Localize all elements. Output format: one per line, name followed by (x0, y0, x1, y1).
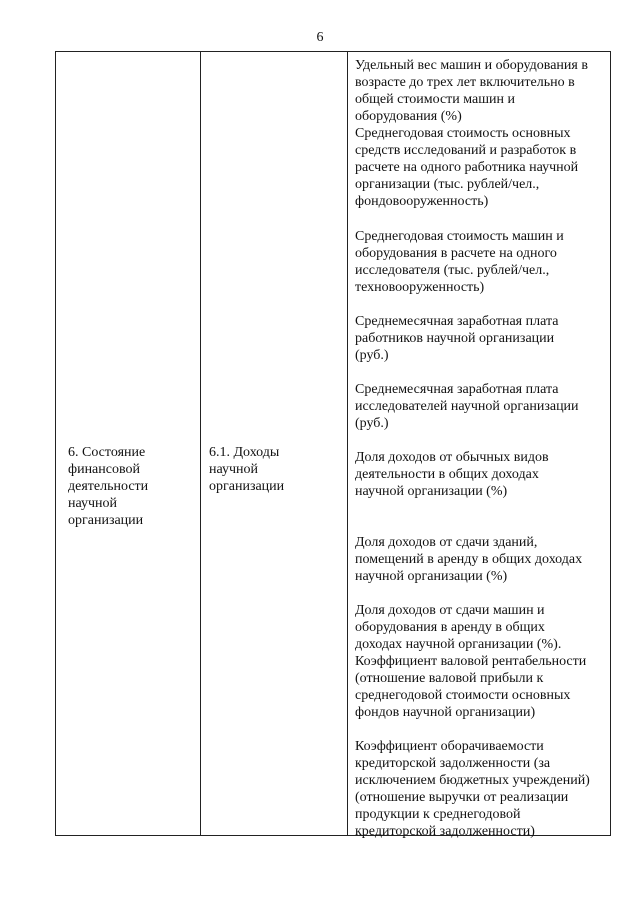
subsection-cell: 6.1. Доходы научной организации (209, 445, 285, 494)
indicators-table (55, 51, 611, 839)
indicator-item: Коэффициент оборачиваемости кредиторской задолженности (за исключением бюджетных учреждений) (отношение выручки от реализации продукции к среднегодовой кредиторской задолженности) (355, 739, 590, 839)
indicator-item: Доля доходов от сдачи машин и оборудования в аренду в общих доходах научной организации (%). (355, 603, 562, 652)
column-divider (200, 52, 201, 835)
page-number: 6 (316, 30, 324, 45)
indicator-item: Коэффициент валовой рентабельности (отношение валовой прибыли к среднегодовой стоимости основных фондов научной организации) (355, 654, 587, 720)
indicator-item: Удельный вес машин и оборудования в возрасте до трех лет включительно в общей стоимости машин и оборудования (%) (355, 58, 588, 124)
indicator-item: Среднемесячная заработная плата исследователей научной организации (руб.) (355, 382, 579, 431)
indicator-item: Среднегодовая стоимость основных средств исследований и разработок в расчете на одного работника научной организации (тыс. рублей/чел., фондовооруженность) (355, 126, 579, 209)
indicators-cell (355, 52, 607, 839)
indicator-item: Доля доходов от сдачи зданий, помещений в аренду в общих доходах научной организации (%) (355, 535, 583, 584)
column-divider (347, 52, 348, 835)
indicator-item: Среднемесячная заработная плата работников научной организации (руб.) (355, 314, 559, 363)
indicator-item: Среднегодовая стоимость машин и оборудования в расчете на одного исследователя (тыс. рублей/чел., техновооруженность) (355, 229, 564, 295)
section-cell: 6. Состояние финансовой деятельности научной организации (68, 445, 149, 528)
indicator-item: Доля доходов от обычных видов деятельности в общих доходах научной организации (%) (355, 450, 549, 499)
